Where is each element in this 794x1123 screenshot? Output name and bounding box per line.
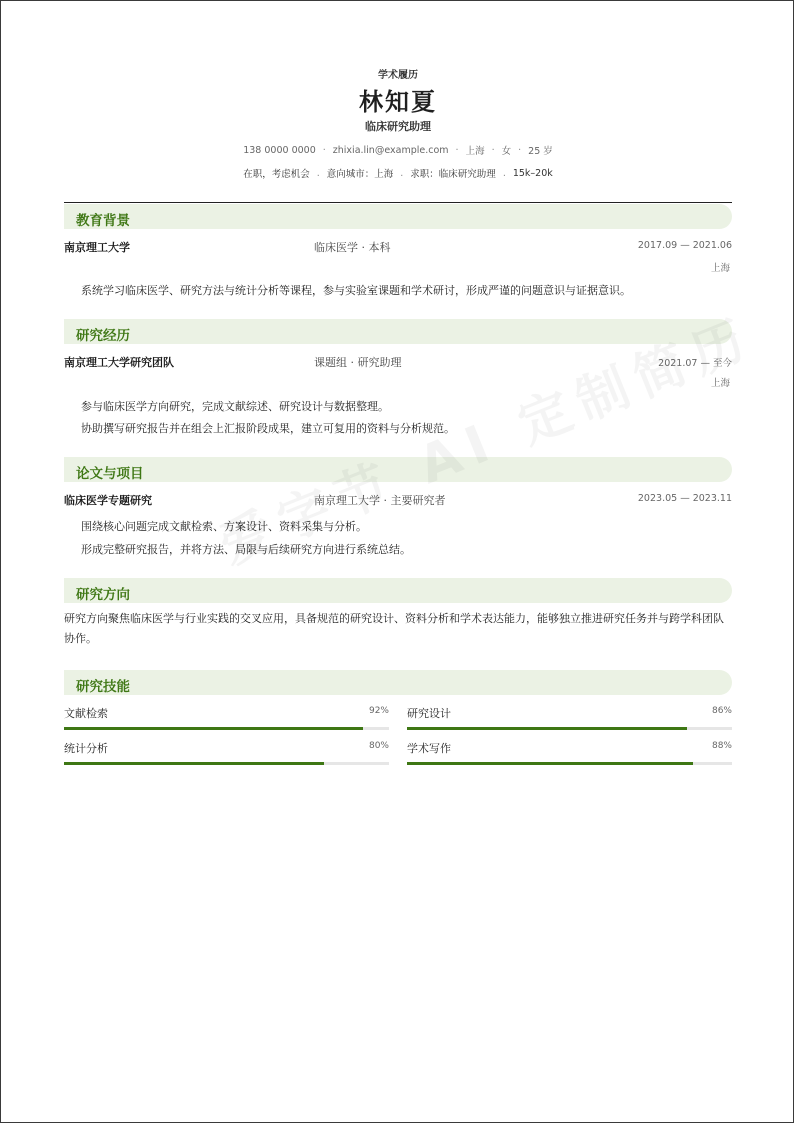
skill-name: 研究设计 bbox=[407, 707, 451, 720]
section-papers bbox=[64, 457, 732, 482]
education-entry bbox=[64, 239, 732, 255]
section-title: 研究技能 bbox=[76, 679, 130, 695]
skill-item bbox=[64, 740, 389, 770]
skill-bar-fill bbox=[407, 727, 687, 730]
skill-item bbox=[407, 705, 732, 735]
skill-percent: 86% bbox=[711, 706, 732, 716]
section-title: 研究方向 bbox=[76, 587, 130, 603]
skill-bar-track bbox=[64, 762, 389, 765]
header-divider bbox=[64, 202, 732, 203]
team-name: 南京理工大学研究团队 bbox=[64, 356, 174, 369]
section-research bbox=[64, 319, 732, 344]
email: zhixia.lin@example.com bbox=[332, 144, 449, 156]
target-city: 意向城市：上海 bbox=[326, 169, 394, 180]
section-skills bbox=[64, 670, 732, 695]
education-description: 系统学习临床医学、研究方法与统计分析等课程，参与实验室课题和学术研讨，形成严谨的问题意识与证据意识。 bbox=[81, 284, 631, 297]
city: 上海 bbox=[465, 146, 485, 157]
project-entry bbox=[64, 492, 732, 508]
age: 25 岁 bbox=[528, 146, 553, 157]
section-education bbox=[64, 204, 732, 229]
skill-percent: 92% bbox=[368, 706, 389, 716]
skill-name: 统计分析 bbox=[64, 742, 108, 755]
separator-dot: . bbox=[502, 167, 506, 179]
project-name: 临床医学专题研究 bbox=[64, 494, 152, 507]
skill-name: 文献检索 bbox=[64, 707, 108, 720]
separator-dot: . bbox=[316, 167, 320, 179]
salary: 15k–20k bbox=[512, 167, 553, 179]
research-entry bbox=[64, 354, 732, 370]
section-title: 研究经历 bbox=[76, 328, 130, 344]
skill-bar-track bbox=[407, 762, 732, 765]
separator-dot: · bbox=[491, 144, 495, 156]
list-item: 协助撰写研究报告并在组会上汇报阶段成果，建立可复用的资料与分析规范。 bbox=[81, 422, 455, 435]
date-range: 2023.05 — 2023.11 bbox=[637, 493, 732, 504]
skill-item bbox=[64, 705, 389, 735]
separator-dot: · bbox=[518, 144, 522, 156]
position: 课题组 · 研究助理 bbox=[314, 356, 402, 369]
skill-percent: 88% bbox=[711, 741, 732, 751]
phone: 138 0000 0000 bbox=[243, 144, 316, 156]
target-role: 临床研究助理 bbox=[365, 120, 431, 133]
skill-bar-fill bbox=[64, 727, 363, 730]
section-title: 论文与项目 bbox=[76, 466, 144, 482]
job-status: 在职，考虑机会 bbox=[243, 169, 310, 180]
gender: 女 bbox=[501, 146, 512, 157]
skill-bar-track bbox=[407, 727, 732, 730]
separator-dot: · bbox=[455, 144, 459, 156]
skill-bar-fill bbox=[407, 762, 693, 765]
skill-name: 学术写作 bbox=[407, 742, 451, 755]
contact-line bbox=[1, 143, 794, 157]
location: 上海 bbox=[710, 378, 730, 389]
target-job: 求职：临床研究助理 bbox=[410, 169, 496, 180]
date-range: 2017.09 — 2021.06 bbox=[637, 240, 732, 251]
skill-bar-track bbox=[64, 727, 389, 730]
list-item: 围绕核心问题完成文献检索、方案设计、资料采集与分析。 bbox=[81, 520, 367, 533]
candidate-name: 林知夏 bbox=[359, 88, 437, 116]
school-name: 南京理工大学 bbox=[64, 241, 130, 254]
location: 上海 bbox=[710, 263, 730, 274]
date-range: 2021.07 — 至今 bbox=[658, 358, 732, 369]
skill-bar-fill bbox=[64, 762, 324, 765]
list-item: 参与临床医学方向研究，完成文献综述、研究设计与数据整理。 bbox=[81, 400, 389, 413]
job-status-line bbox=[1, 166, 794, 180]
project-role: 南京理工大学 · 主要研究者 bbox=[314, 494, 446, 507]
section-title: 教育背景 bbox=[76, 213, 130, 229]
degree: 临床医学 · 本科 bbox=[314, 241, 391, 254]
section-direction bbox=[64, 578, 732, 603]
skill-item bbox=[407, 740, 732, 770]
separator-dot: . bbox=[400, 167, 404, 179]
separator-dot: · bbox=[322, 144, 326, 156]
list-item: 形成完整研究报告，并将方法、局限与后续研究方向进行系统总结。 bbox=[81, 543, 411, 556]
direction-text: 研究方向聚焦临床医学与行业实践的交叉应用，具备规范的研究设计、资料分析和学术表达能力，能够独立推进研究任务并与跨学科团队协作。 bbox=[64, 612, 724, 645]
skill-percent: 80% bbox=[368, 741, 389, 751]
header-kicker: 学术履历 bbox=[378, 70, 418, 81]
